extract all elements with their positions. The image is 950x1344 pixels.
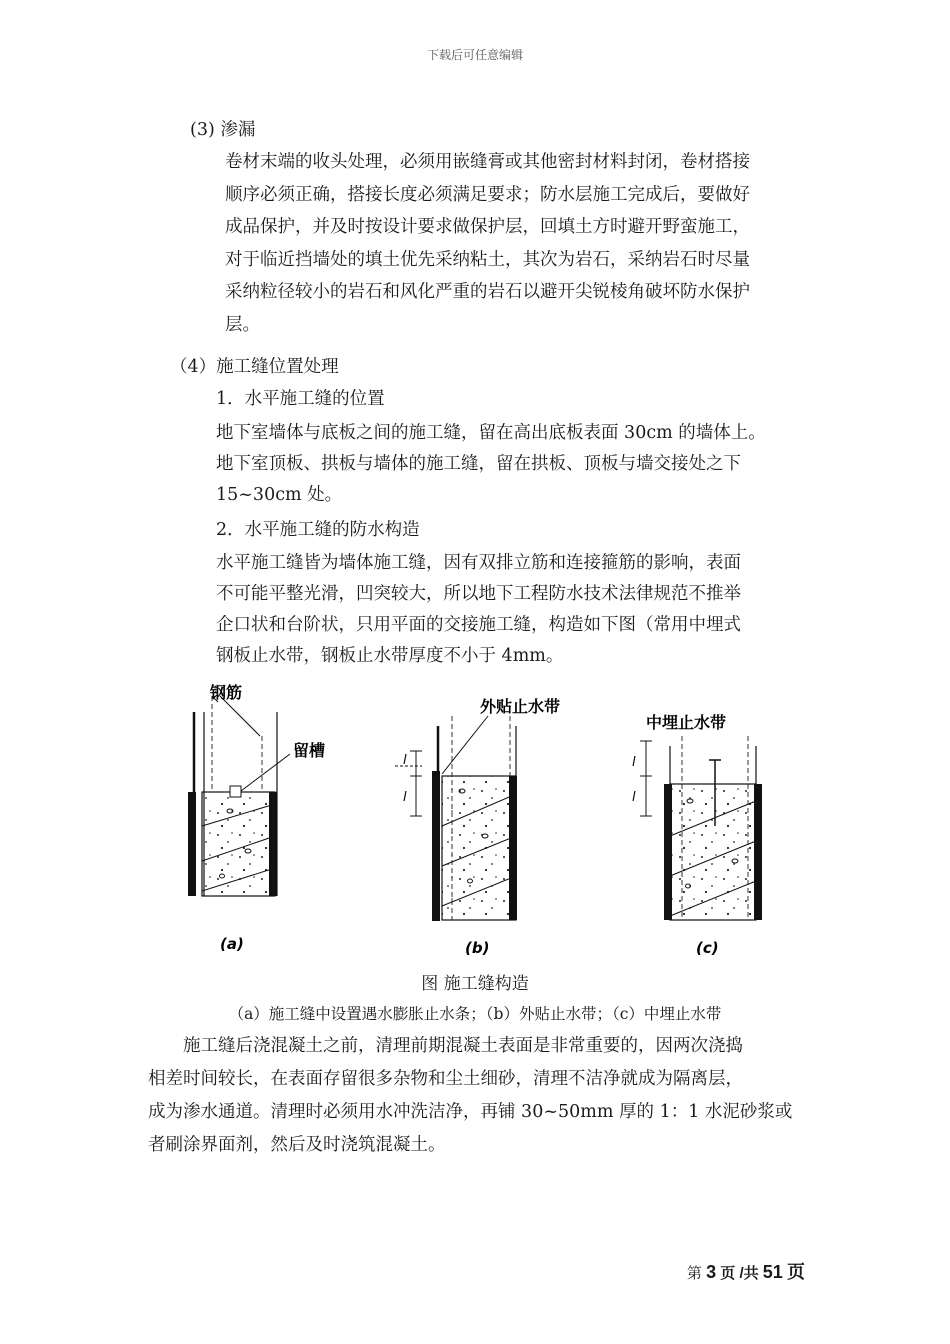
section3-heading: (3) 渗漏 [190,120,256,140]
label-embedded-waterstop: 中埋止水带 [646,713,727,732]
sub1-line: 地下室墙体与底板之间的施工缝，留在高出底板表面 30cm 的墙体上。 [216,423,766,443]
closing-paragraph [148,1030,792,1162]
footer-middle: 页 /共 [720,1265,759,1282]
closing-line: 相差时间较长，在表面存留很多杂物和尘土细砂，清理不洁净就成为隔离层， [148,1069,743,1089]
sub1-body [216,418,766,511]
page-footer [687,1258,805,1284]
sub1-line: 15~30cm 处。 [216,485,343,505]
section3-body [225,146,750,341]
sub2-line: 钢板止水带，钢板止水带厚度不小于 4mm。 [216,646,564,666]
closing-line: 者刷涂界面剂，然后及时浇筑混凝土。 [148,1135,446,1155]
footer-suffix: 页 [787,1262,805,1282]
footer-total-pages: 51 [762,1262,783,1282]
sub2-line: 企口状和台阶状，只用平面的交接施工缝，构造如下图（常用中埋式 [216,615,741,635]
sub2-title: 2．水平施工缝的防水构造 [216,520,420,540]
section3-line: 对于临近挡墙处的填土优先采纳粘土，其次为岩石，采纳岩石时尽量 [225,249,750,270]
figure-caption: 图 施工缝构造 [421,974,529,994]
label-b: (b) [465,939,490,957]
dim-l: l [632,755,636,770]
dim-l: l [403,790,407,805]
label-c: (c) [696,939,719,957]
dim-l: l [403,753,407,768]
panel-c [632,713,762,957]
closing-line: 成为渗水通道。清理时必须用水冲洗洁净，再铺 30~50mm 厚的 1：1 水泥砂浆或 [148,1102,793,1122]
sub2-body [216,548,741,672]
label-a: (a) [220,935,244,953]
section3-line: 采纳粒径较小的岩石和风化严重的岩石以避开尖锐棱角破坏防水保护 [225,282,750,302]
header-note: 下载后可任意编辑 [426,48,523,62]
figure-subcaption: （a）施工缝中设置遇水膨胀止水条；（b）外贴止水带；（c）中埋止水带 [228,1005,722,1023]
label-groove: 留槽 [293,741,326,760]
sub2-line: 水平施工缝皆为墙体施工缝，因有双排立筋和连接箍筋的影响，表面 [216,553,741,573]
label-rebar: 钢筋 [210,683,243,702]
section3-line: 卷材末端的收头处理，必须用嵌缝膏或其他密封材料封闭，卷材搭接 [225,152,750,172]
closing-line: 施工缝后浇混凝土之前，清理前期混凝土表面是非常重要的，因两次浇捣 [183,1036,743,1056]
sub1-line: 地下室顶板、拱板与墙体的施工缝，留在拱板、顶板与墙交接处之下 [216,454,741,474]
footer-prefix: 第 [686,1265,702,1282]
panel-b [395,697,560,957]
construction-joint-figure [170,676,790,966]
dim-l: l [632,790,636,805]
section3-line: 成品保护，并及时按设计要求做保护层，回填土方时避开野蛮施工， [225,217,750,237]
sub2-line: 不可能平整光滑，凹突较大，所以地下工程防水技术法律规范不推举 [216,584,741,604]
sub1-title: 1．水平施工缝的位置 [216,389,385,409]
section4-heading: （4）施工缝位置处理 [170,357,339,377]
label-external-waterstop: 外贴止水带 [480,697,561,716]
footer-page-number: 3 [706,1262,717,1282]
panel-a [188,683,325,953]
section3-line: 顺序必须正确，搭接长度必须满足要求；防水层施工完成后，要做好 [225,184,750,205]
section3-line: 层。 [225,314,260,335]
